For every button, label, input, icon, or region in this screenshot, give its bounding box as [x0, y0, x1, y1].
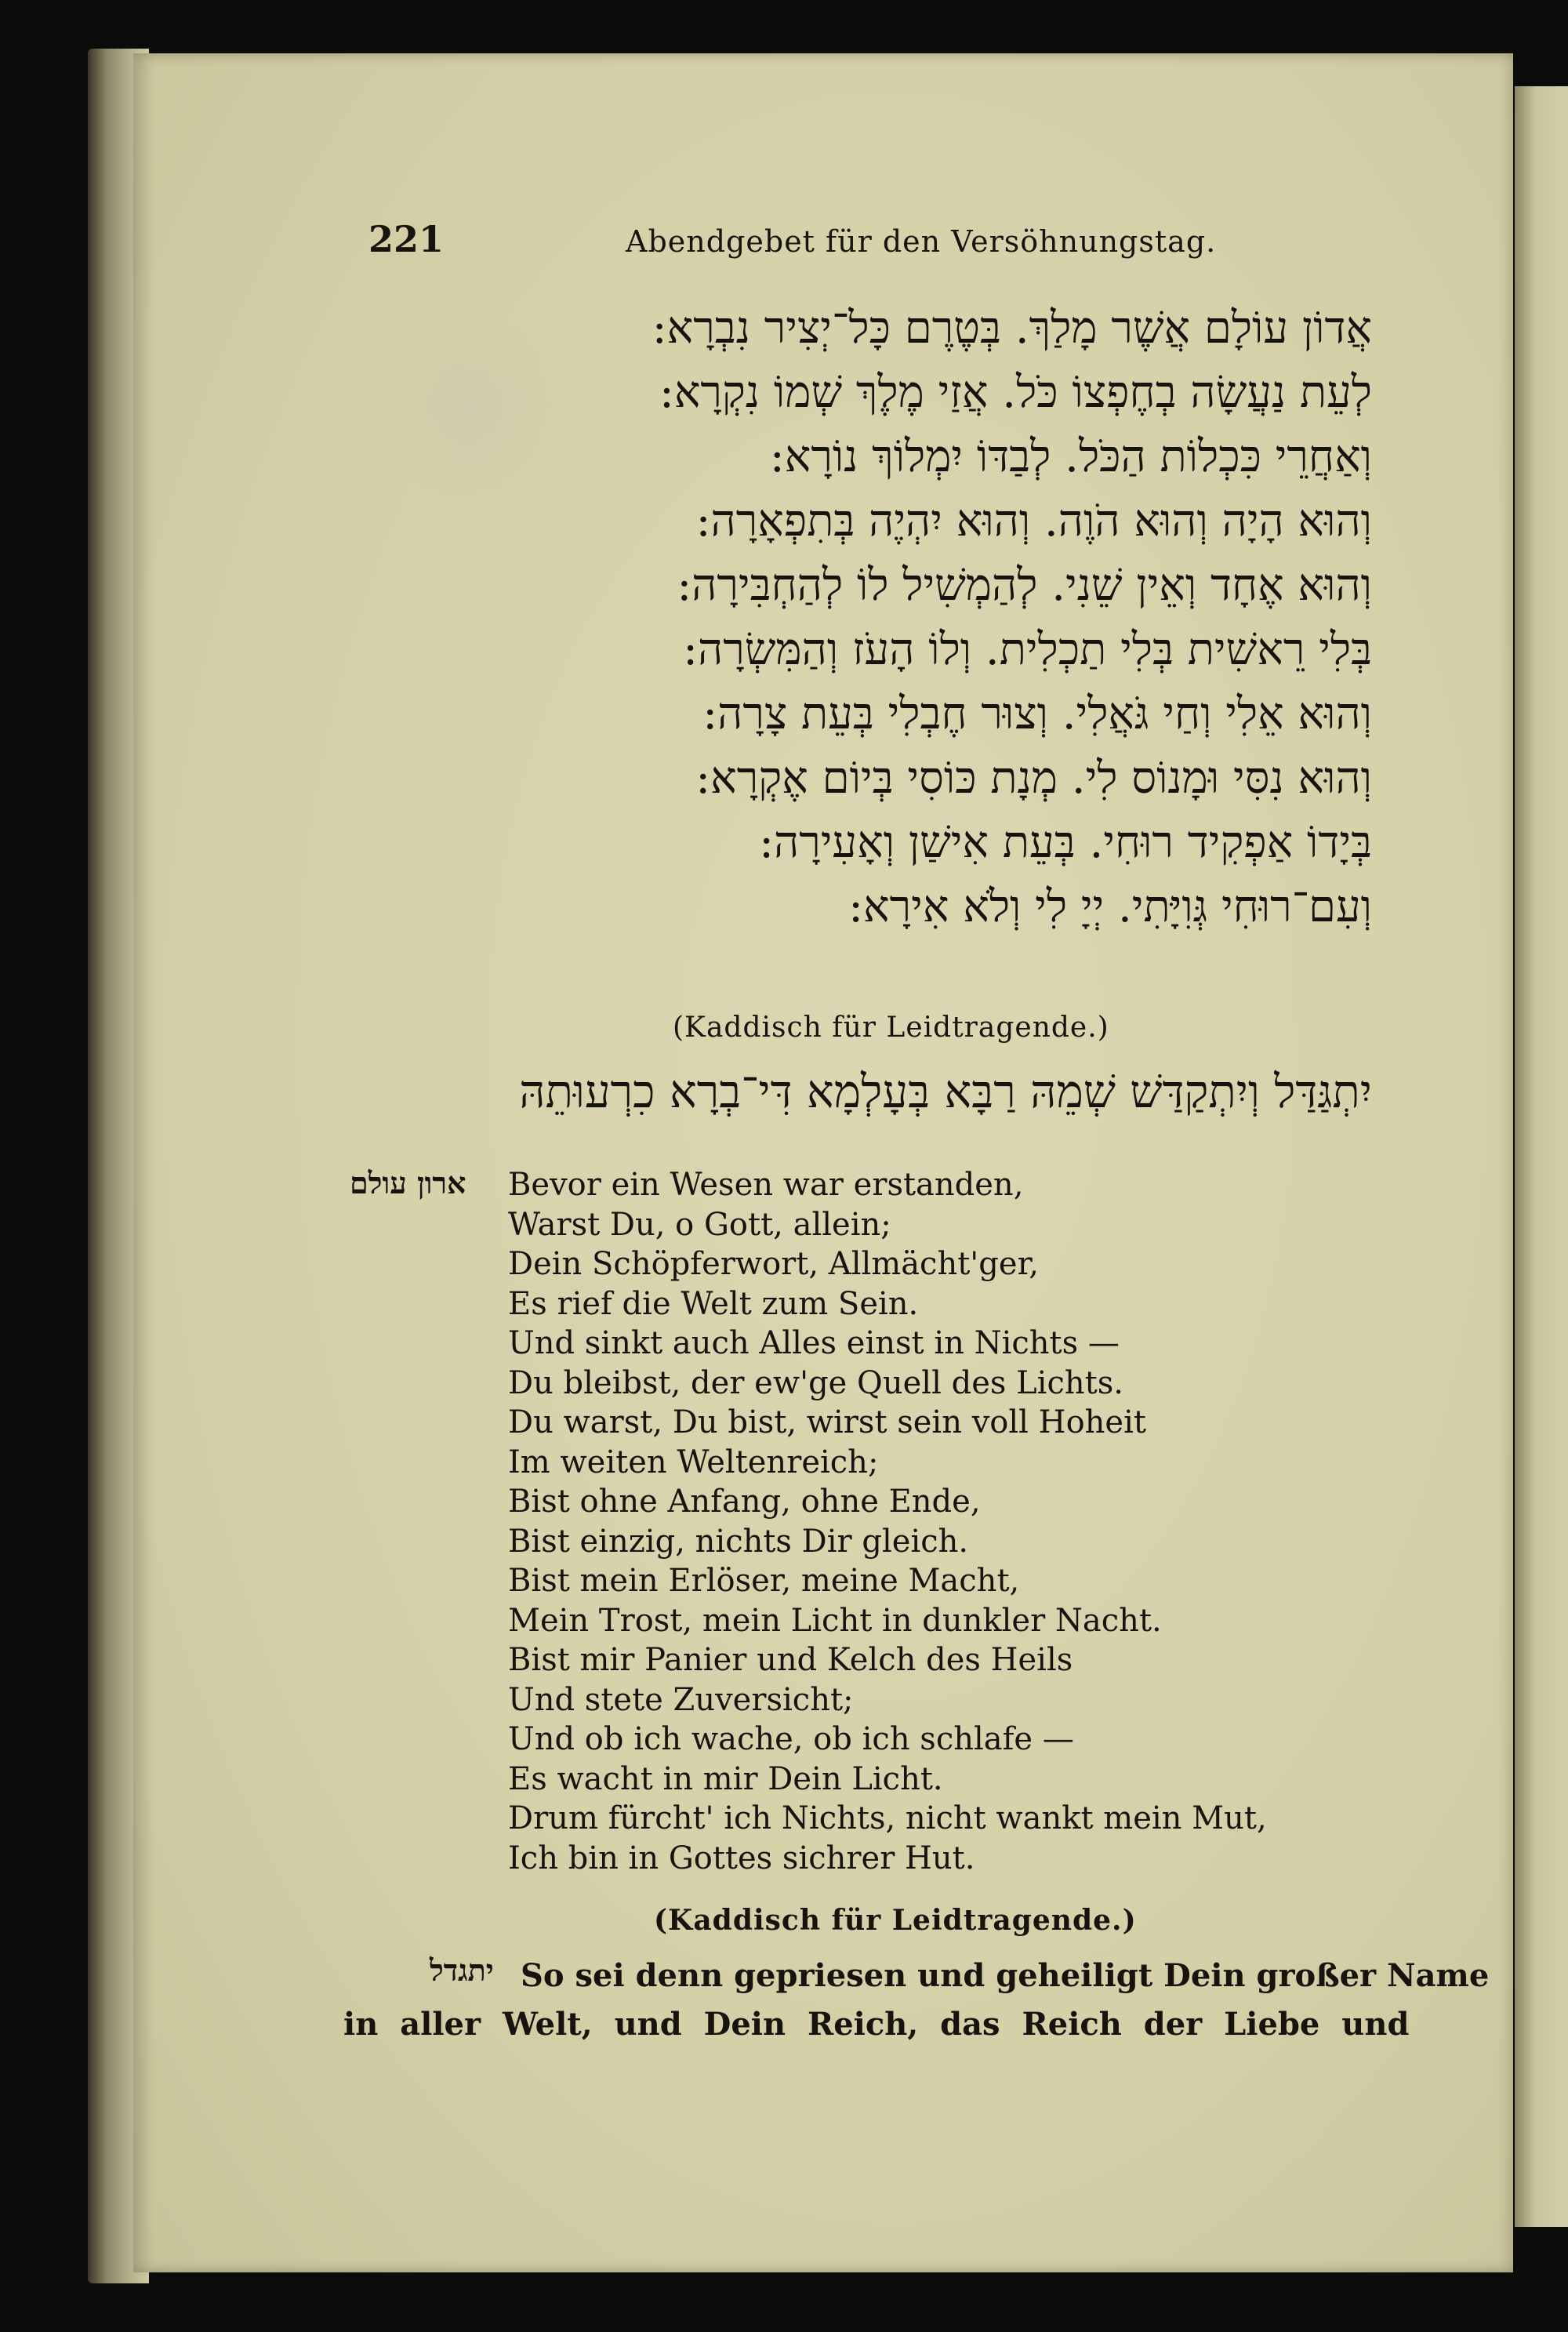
german-poem-line: Bevor ein Wesen war erstanden, [508, 1167, 1024, 1203]
german-poem-line: Und sinkt auch Alles einst in Nichts — [508, 1325, 1120, 1361]
german-poem-line: Bist einzig, nichts Dir gleich. [508, 1523, 969, 1560]
hebrew-poem-line: וְהוּא הָיָה וְהוּא הֹוֶה. וְהוּא יִהְיֶה בְּתִפְאָרָה: [695, 496, 1372, 547]
hebrew-poem-line: וְהוּא אֶחָד וְאֵין שֵׁנִי. לְהַמְשִׁיל לוֹ לְהַחְבִּירָה: [677, 560, 1372, 611]
german-poem-line: Ich bin in Gottes sichrer Hut. [508, 1840, 975, 1876]
german-poem-line: Im weiten Weltenreich; [508, 1444, 879, 1480]
page-number: 221 [368, 218, 445, 260]
poem-marginal-marker: ארון עולם [350, 1165, 466, 1201]
hebrew-poem-line: אֲדוֹן עוֹלָם אֲשֶׁר מָלַךְ. בְּטֶרֶם כָּל־יְצִיר נִבְרָא: [652, 303, 1372, 354]
hebrew-poem-line: וְהוּא נִסִּי וּמָנוֹס לִי. מְנָת כּוֹסִי בְּיוֹם אֶקְרָא: [695, 753, 1372, 804]
german-poem [508, 1165, 1267, 1878]
hebrew-poem-line: בְּלִי רֵאשִׁית בְּלִי תַכְלִית. וְלוֹ הָעֹז וְהַמִּשְׂרָה: [683, 624, 1372, 675]
prayer-line: in aller Welt, und Dein Reich, das Reich der Liebe und [343, 2006, 1410, 2043]
german-poem-line: Es rief die Welt zum Sein. [508, 1285, 919, 1322]
german-poem-line: Bist ohne Anfang, ohne Ende, [508, 1484, 981, 1520]
german-poem-line: Bist mir Panier und Kelch des Heils [508, 1642, 1073, 1678]
next-page-edge [1515, 86, 1568, 2227]
german-poem-line: Bist mein Erlöser, meine Macht, [508, 1563, 1020, 1599]
kaddish-caption: (Kaddisch für Leidtragende.) [673, 1012, 1109, 1044]
german-poem-line: Du warst, Du bist, wirst sein voll Hoheit [508, 1404, 1146, 1440]
hebrew-poem-line: וְהוּא אֵלִי וְחַי גֹּאֲלִי. וְצוּר חֶבְלִי בְּעֵת צָרָה: [702, 688, 1372, 739]
german-poem-line: Und stete Zuversicht; [508, 1681, 854, 1718]
hebrew-poem-line: לְעֵת נַעֲשָׂה בְחֶפְצוֹ כֹּל. אֲזַי מֶלֶךְ שְׁמוֹ נִקְרָא: [659, 367, 1372, 418]
running-title: Abendgebet für den Versöhnungstag. [626, 224, 1217, 259]
hebrew-poem-line: וְעִם־רוּחִי גְּוִיָּתִי. יְיָ לִי וְלֹא אִירָא: [848, 881, 1372, 932]
german-poem-line: Es wacht in mir Dein Licht. [508, 1760, 943, 1797]
hebrew-poem-line: בְּיָדוֹ אַפְקִיד רוּחִי. בְּעֵת אִישַׁן וְאָעִירָה: [759, 817, 1372, 868]
german-poem-line: Dein Schöpferwort, Allmächt'ger, [508, 1246, 1040, 1282]
german-poem-line: Drum fürcht' ich Nichts, nicht wankt mein Mut, [508, 1800, 1267, 1836]
prayer-line: So sei denn gepriesen und geheiligt Dein großer Name [521, 1957, 1490, 1994]
prayer-marginal-marker: יתגדל [430, 1952, 494, 1988]
german-poem-line: Und ob ich wache, ob ich schlafe — [508, 1721, 1074, 1757]
kaddish-caption-second: (Kaddisch für Leidtragende.) [654, 1904, 1137, 1937]
hebrew-poem-line: וְאַחֲרֵי כִּכְלוֹת הַכֹּל. לְבַדּוֹ יִמְלוֹךְ נוֹרָא: [769, 431, 1372, 482]
german-poem-line: Du bleibst, der ew'ge Quell des Lichts. [508, 1364, 1123, 1401]
hebrew-poem [431, 296, 1372, 939]
kaddish-hebrew-line: יִתְגַּדַּל וְיִתְקַדַּשׁ שְׁמֵהּ רַבָּא בְּעָלְמָא דִּי־בְרָא כִרְעוּתֵהּ [519, 1065, 1372, 1118]
german-poem-line: Warst Du, o Gott, allein; [508, 1206, 891, 1243]
german-poem-line: Mein Trost, mein Licht in dunkler Nacht. [508, 1602, 1162, 1639]
